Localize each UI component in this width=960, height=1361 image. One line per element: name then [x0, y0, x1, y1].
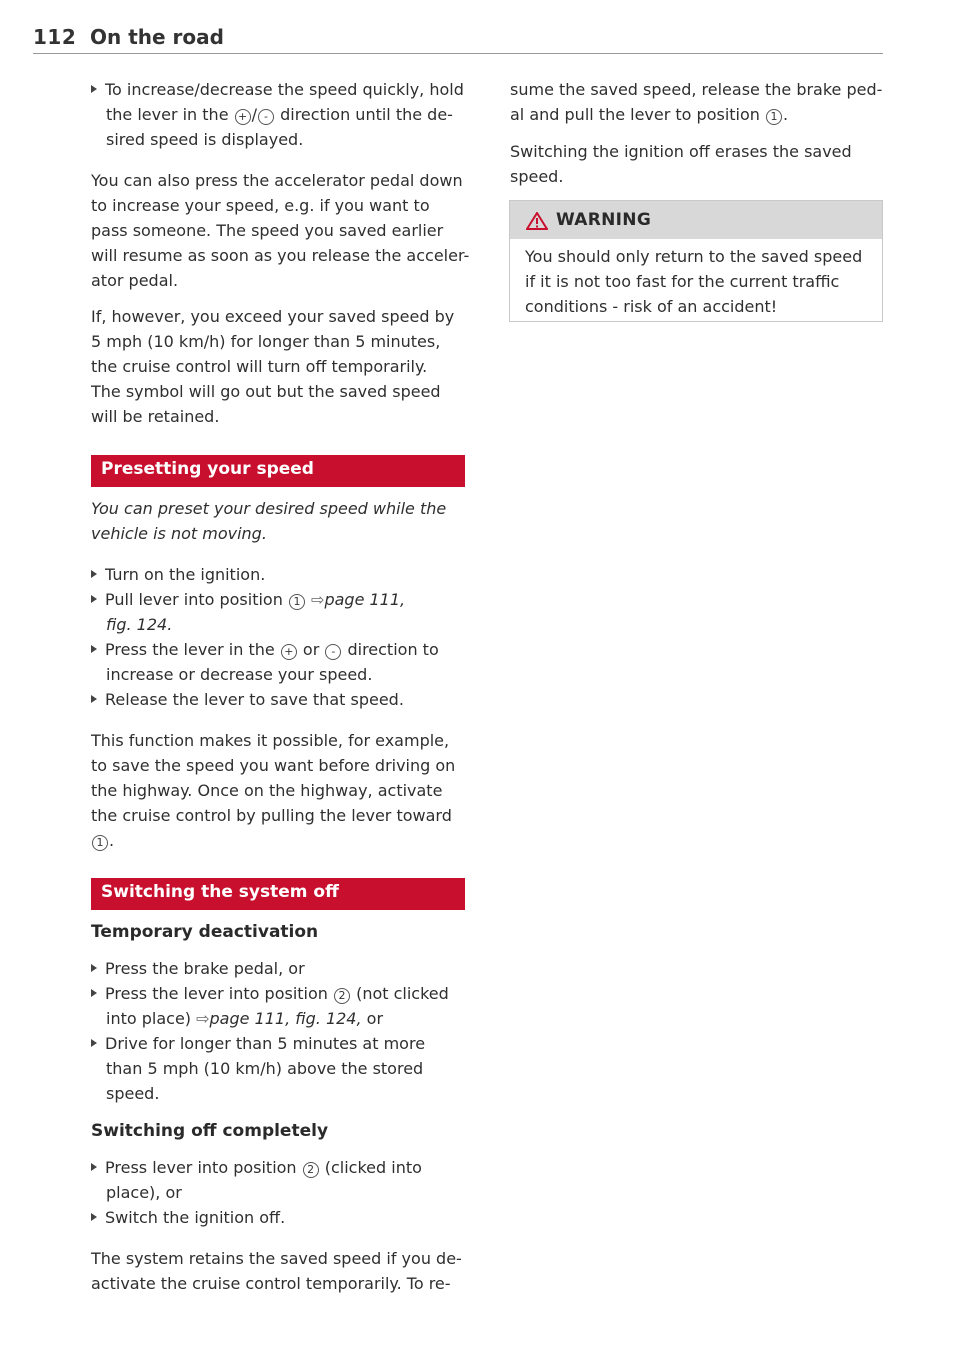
minus-circle-icon: -	[258, 109, 274, 125]
paragraph-line: ator pedal.	[91, 271, 179, 290]
paragraph-line: The system retains the saved speed if you de-	[91, 1249, 462, 1268]
paragraph-line: 1 .	[91, 828, 114, 853]
list-item: Release the lever to save that speed.	[91, 687, 404, 712]
position-1-icon: 1	[289, 594, 305, 610]
warning-triangle-icon	[526, 212, 548, 230]
paragraph-line: sume the saved speed, release the brake ped-	[510, 80, 883, 99]
page-reference-link[interactable]: page 111,	[324, 590, 406, 609]
paragraph-line: If, however, you exceed your saved speed by	[91, 307, 455, 326]
bullet-arrow-icon	[91, 645, 97, 653]
list-item: Drive for longer than 5 minutes at more	[91, 1031, 425, 1056]
bullet-quick-adjust: To increase/decrease the speed quickly, hold	[91, 77, 464, 102]
subheading-temporary: Temporary deactivation	[91, 922, 319, 942]
bullet-arrow-icon	[91, 570, 97, 578]
paragraph-line: the highway. Once on the highway, activate	[91, 781, 443, 800]
warning-text-line: conditions - risk of an accident!	[525, 297, 778, 316]
bullet-arrow-icon	[91, 1039, 97, 1047]
bullet-arrow-icon	[91, 989, 97, 997]
list-item: Pull lever into position 1 ⇨page 111,	[91, 587, 405, 612]
position-1-icon: 1	[766, 109, 782, 125]
list-item-continuation: place), or	[106, 1183, 182, 1202]
paragraph-line: to save the speed you want before driving on	[91, 756, 456, 775]
bullet-arrow-icon	[91, 695, 97, 703]
bullet-arrow-icon	[91, 595, 97, 603]
bullet-quick-adjust-line2: the lever in the + / - direction until the de-	[106, 105, 453, 124]
reference-arrow-icon: ⇨	[196, 1009, 210, 1028]
reference-arrow-icon: ⇨	[311, 590, 325, 609]
position-2-icon: 2	[303, 1162, 319, 1178]
warning-box	[509, 200, 883, 322]
list-item: Turn on the ignition.	[91, 562, 265, 587]
paragraph-line: the cruise control will turn off temporarily.	[91, 357, 428, 376]
paragraph-line: to increase your speed, e.g. if you want to	[91, 196, 430, 215]
paragraph-line: This function makes it possible, for example,	[91, 731, 450, 750]
list-item-continuation: speed.	[106, 1084, 160, 1103]
page-header	[33, 22, 883, 54]
subheading-completely: Switching off completely	[91, 1121, 329, 1141]
paragraph-line: the cruise control by pulling the lever toward	[91, 806, 452, 825]
warning-text-line: You should only return to the saved speed	[525, 247, 863, 266]
paragraph-line: 5 mph (10 km/h) for longer than 5 minutes,	[91, 332, 441, 351]
paragraph-line: pass someone. The speed you saved earlier	[91, 221, 444, 240]
page-reference-link[interactable]: page 111, fig. 124,	[209, 1009, 362, 1028]
bullet-arrow-icon	[91, 1213, 97, 1221]
section-heading-presetting	[91, 455, 465, 487]
paragraph-line: Switching the ignition off erases the saved	[510, 142, 852, 161]
bullet-quick-adjust-line3: sired speed is displayed.	[106, 130, 304, 149]
bullet-arrow-icon	[91, 85, 97, 93]
minus-circle-icon: -	[325, 644, 341, 660]
section-heading-text: Presetting your speed	[101, 459, 314, 479]
paragraph-line: speed.	[510, 167, 564, 186]
list-item: Press lever into position 2 (clicked into	[91, 1155, 422, 1180]
warning-text-line: if it is not too fast for the current traffic	[525, 272, 840, 291]
list-item: Switch the ignition off.	[91, 1205, 285, 1230]
figure-reference[interactable]: fig. 124.	[106, 615, 173, 634]
page-section-title: On the road	[90, 25, 224, 49]
list-item-continuation: increase or decrease your speed.	[106, 665, 373, 684]
position-1-icon: 1	[92, 835, 108, 851]
plus-circle-icon: +	[235, 109, 251, 125]
list-item-continuation: than 5 mph (10 km/h) above the stored	[106, 1059, 424, 1078]
page-number: 112	[33, 25, 77, 49]
position-2-icon: 2	[334, 988, 350, 1004]
paragraph-line: will resume as soon as you release the acceler-	[91, 246, 470, 265]
bullet-arrow-icon	[91, 1163, 97, 1171]
bullet-arrow-icon	[91, 964, 97, 972]
paragraph-line: You can also press the accelerator pedal down	[91, 171, 463, 190]
intro-line: You can preset your desired speed while the	[91, 499, 447, 518]
warning-title: WARNING	[556, 210, 652, 230]
section-heading-switching-off	[91, 878, 465, 910]
paragraph-line: The symbol will go out but the saved speed	[91, 382, 441, 401]
list-item: Press the brake pedal, or	[91, 956, 305, 981]
paragraph-line: will be retained.	[91, 407, 220, 426]
intro-line: vehicle is not moving.	[91, 524, 267, 543]
paragraph-line: al and pull the lever to position 1 .	[510, 105, 789, 124]
paragraph-line: activate the cruise control temporarily. To re-	[91, 1274, 451, 1293]
plus-circle-icon: +	[281, 644, 297, 660]
list-item-continuation: into place) ⇨page 111, fig. 124, or	[106, 1009, 384, 1028]
warning-header	[510, 201, 882, 239]
list-item: Press the lever in the + or - direction to	[91, 637, 439, 662]
list-item: Press the lever into position 2 (not clicked	[91, 981, 449, 1006]
section-heading-text: Switching the system off	[101, 882, 339, 902]
